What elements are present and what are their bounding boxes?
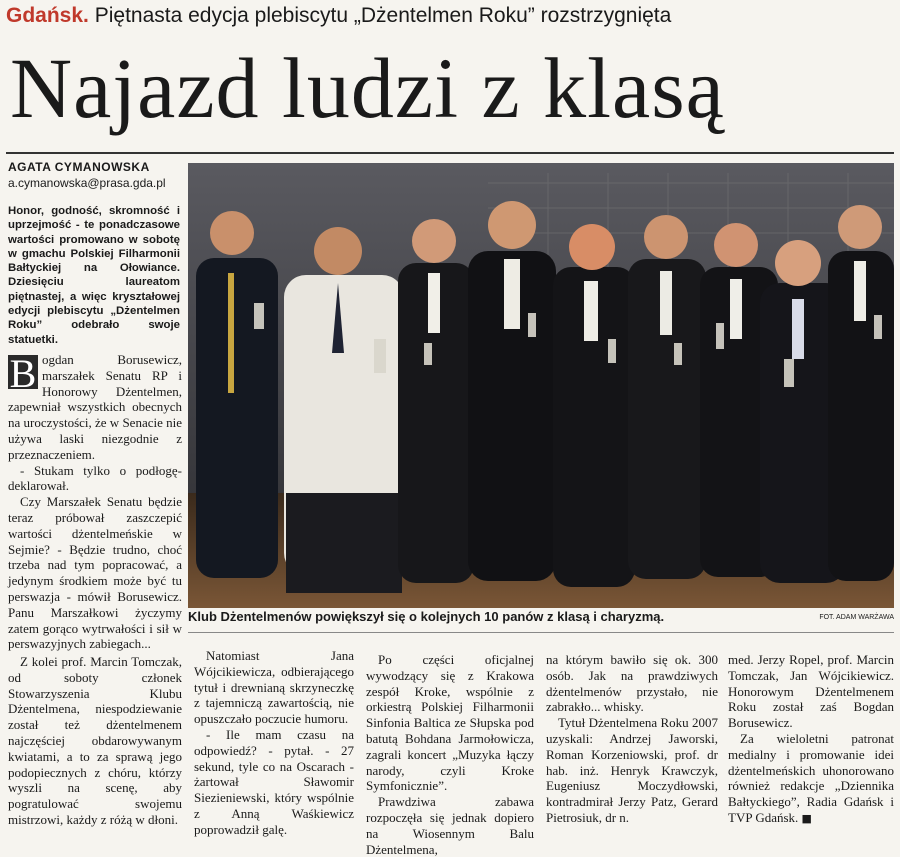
caption-rule [188,632,894,633]
article-column-2 [194,648,354,837]
photo-credit: FOT. ADAM WARŻAWA [819,614,894,621]
photo-caption: Klub Dżentelmenów powiększył się o kolejnych 10 panów z klasą i charyzmą. [188,609,665,624]
article-column-3 [366,652,534,857]
paragraph: Po części oficjalnej wywodzący się z Krakowa zespół Kroke, wspólnie z orkiestrą Polskiej Filharmonii Sinfonia Baltica ze Słupska pod batutą Bohdana Jarmołowicza, zagrali koncert „Muzyka łączy narody, czyli Kroke Symfonicznie”. [366,652,534,794]
byline-email[interactable]: a.cymanowska@prasa.gda.pl [8,176,166,190]
kicker [6,4,896,34]
figure-4 [468,201,556,581]
paragraph: med. Jerzy Ropel, prof. Marcin Tomczak, Jan Wójcikiewicz. Honorowym Dżentelmenem Roku został zaś Bogdan Borusewicz. [728,652,894,731]
headline: Najazd ludzi z klasą [10,40,725,136]
headline-rule [6,152,894,154]
group-photo [188,163,894,608]
article-column-4 [546,652,718,825]
article-column-1 [8,352,182,652]
paragraph: ogdan Borusewicz, marszałek Senatu RP i Honorowy Dżentelmen, zapewniał wszystkich obecnych na uroczystości, że w Senacie nie używa laski niezgodnie z przeznaczeniem. [8,352,182,462]
end-mark-icon: ■ [801,811,812,825]
paragraph: Natomiast Jana Wójcikiewicza, odbierającego tytuł i drewnianą skrzyneczkę z tajemniczą zawartością, nie opuszczało poczucie humoru. [194,648,354,727]
article-column-1-bottom [8,654,182,827]
paragraph: - Stukam tylko o podłogę- deklarował. [8,462,182,494]
figure-3 [398,219,474,583]
figure-5 [553,224,635,587]
paragraph: Z kolei prof. Marcin Tomczak, od soboty członek Stowarzyszenia Klubu Dżentelmena, niespodziewanie został też dżentelmenem najczęściej obdarowywanym kwiatami, a to za sprawą jego podopiecznych z chóru, którzy wyszli na scenę, aby pogratulować swojemu mistrzowi, każdy z różą w dłoni. [8,654,182,827]
kicker-text: Piętnasta edycja plebiscytu „Dżentelmen Roku” rozstrzygnięta [94,4,672,27]
paragraph: Prawdziwa zabawa rozpoczęła się jednak dopiero na Wiosennym Balu Dżentelmena, [366,794,534,857]
article-column-5 [728,652,894,825]
closing-paragraph-text: Za wieloletni patronat medialny i promowanie idei dżentelmeńskich uhonorowano również redakcje „Dziennika Bałtyckiego”, Radia Gdańsk i TVP Gdańsk. [728,730,894,825]
figure-admiral [196,211,278,578]
paragraph [728,731,894,827]
paragraph: Czy Marszałek Senatu będzie teraz próbował zaszczepić wartości dżentelmeńskie w Sejmie? - Będzie trudno, choć trzeba nad tym popracować, a jedynym środkiem może być tu perswazja - mówił Borusewicz. Panu Marszałkowi życzymy zatem gorąco wytrwałości i sił w perswazyjnych zabiegach... [8,494,182,652]
figure-6 [628,215,706,579]
paragraph: Tytuł Dżentelmena Roku 2007 uzyskali: Andrzej Jaworski, Roman Korzeniowski, prof. dr hab. inż. Henryk Krawczyk, Eugeniusz Moczydłowski, kontradmirał Jerzy Patz, Gerard Pietrosiuk, dr n. [546,715,718,825]
byline-author: AGATA CYMANOWSKA [8,160,150,174]
drop-cap: B [9,351,37,396]
figure-9 [828,205,894,581]
figure-white-jacket [284,227,404,593]
gentlemen-photo-illustration [188,163,894,608]
lead-paragraph: Honor, godność, skromność i uprzejmość - te ponadczasowe wartości promowano w sobotę w gmachu Polskiej Filharmonii Bałtyckiej na Ołowiance. Dziesięciu laureatom piętnastej, a więc kryształowej edycji plebiscytu „Dżentelmen Roku” odebrało swoje statuetki. [8,205,180,346]
paragraph: na którym bawiło się ok. 300 osób. Jak na prawdziwych dżentelmenów przystało, nie zabrakło... whisky. [546,652,718,715]
paragraph: - Ile mam czasu na odpowiedź? - pytał. - 27 sekund, tyle co na Oscarach - żartował Sławomir Siezieniewski, który wspólnie z Anną Waśkiewicz poprowadził galę. [194,726,354,837]
kicker-location: Gdańsk. [6,4,89,27]
